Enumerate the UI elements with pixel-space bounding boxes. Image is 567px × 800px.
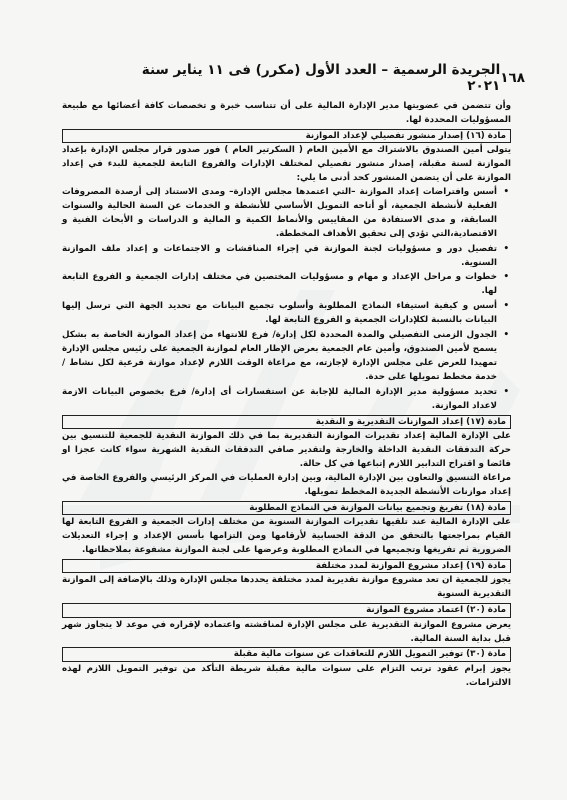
article-18-body: على الإدارة المالية عند تلقيها تقديرات الموازنة السنوية من مختلف إدارات الجمعية و الفروع التابعة لها القيام بمراجعتها بالتحقق من الدقة الحسابية لأرقامها ومن التزامها بأسس الإعداد و إجراء التعديلات الضرورية ثم تفريغها وتجميعها في النماذج المطلوبة وعرضها على لجنة الموازنة مشفوعة بملاحظاتها. — [62, 517, 511, 555]
article-19-title: مادة (١٩) إعداد مشروع الموازنة لمدد مختلفة — [62, 559, 511, 574]
article-17-paragraph: مراعاة التنسيق والتعاون بين الإدارة المالية، وبين إدارة العمليات في المركز الرئيسي والفروع الخاصة في إعداد موازنات الأنشطة الجديدة المخطط تمويلها. — [62, 472, 511, 497]
page-header — [112, 62, 525, 94]
article-30-body: يجوز إبرام عقود ترتب التزام على سنوات مالية مقبلة شريطة التأكد من توفير التمويل اللازم لهذه الالتزامات. — [62, 663, 511, 688]
article-17-paragraph: على الإدارة المالية إعداد تقديرات الموازنة التقديرية بما في ذلك الموازنة النقدية للجمعية للتنسيق بين حركة التدفقات النقدية الداخلة والخارجة ولتقدير صافي التدفقات النقدية الشهرية سواء كانت عجزا او فائضا و اقتراح التدابير اللازم إتباعها في كل حالة. — [62, 431, 511, 469]
article-18-title: مادة (١٨) تفريغ وتجميع بيانات الموازنة في النماذج المطلوبة — [62, 501, 511, 516]
list-item: • أسس وافتراضات إعداد الموازنة –التي اعتمدها مجلس الإدارة– ومدى الاستناد إلى أرصدة المصروفات الفعلية لأنشطة الجمعية، أو أتاحه التمويل الأساسي للأنشطة و الخدمات عن السنة الحالية والسنوات السابقة، و مدى الاستفادة من المقاييس والأنماط الكمية و المالية و الدراسات و الأبحاث الفنية و الاقتصادية،التي تؤدي إلى تحقيق الأهداف المخططة. — [62, 186, 497, 242]
page-number: ١٦٨ — [500, 70, 525, 86]
article-20-title: مادة (٢٠) اعتماد مشروع الموازنة — [62, 603, 511, 618]
article-17-title: مادة (١٧) إعداد الموازنات التقديرية و النقدية — [62, 415, 511, 430]
gazette-title: الجريدة الرسمية – العدد الأول (مكرر) فى ١١ يناير سنة ٢٠٢١ — [141, 62, 501, 94]
article-19-body: يجوز للجمعية ان تعد مشروع موازنة تقديرية لمدد مختلفة يحددها مجلس الإدارة وذلك بالإضافة إلى الموازنة التقديرية السنوية — [62, 575, 511, 600]
article-16-body: يتولى أمين الصندوق بالاشتراك مع الأمين العام ( السكرتير العام ) فور صدور قرار مجلس الإدارة بإعداد الموازنة لسنة مقبلة، إصدار منشور تفصيلي لمختلف الإدارات والفروع التابعة للجمعية للبدء في إعداد الموازنة على أن يتضمن المنشور كحد أدنى ما يلي: — [62, 145, 511, 184]
article-16-title: مادة (١٦) إصدار منشور تفصيلي لإعداد الموازنة — [62, 129, 511, 144]
article-30-title: مادة (٣٠) توفير التمويل اللازم للتعاقدات عن سنوات مالية مقبلة — [62, 647, 511, 662]
list-item: • خطوات و مراحل الإعداد و مهام و مسؤوليات المختصين في مختلف إدارات الجمعية و الفروع التابعة لها. — [62, 271, 497, 299]
article-16-list — [62, 186, 511, 414]
list-item: • تفصيل دور و مسؤوليات لجنة الموازنة في إجراء المناقشات و الاجتماعات و إعداد ملف الموازنة السنوية. — [62, 243, 497, 271]
intro-paragraph: وأن تتضمن في عضويتها مدير الإدارة المالية على أن تتناسب خبرة و تخصصات كافة أعضائها مع طبيعة المسؤوليات المحددة لها. — [62, 101, 511, 125]
document-body — [62, 100, 511, 691]
article-20-body: يعرض مشروع الموازنة التقديرية على مجلس الإدارة لمناقشته واعتماده لإقراره في موعد لا يتجاوز شهر قبل بداية السنة المالية. — [62, 619, 511, 644]
list-item: • تحديد مسؤولية مدير الإدارة المالية للإجابة عن استفسارات أى إدارة/ فرع بخصوص البيانات الازمة لاعداد الموازنة. — [62, 386, 497, 414]
list-item: • الجدول الزمنى التفصيلي والمدة المحددة لكل إدارة/ فرع للانتهاء من إعداد الموازنة الخاصة به بشكل يسمح لأمين الصندوق، وأمين عام الجمعية بعرض الإطار العام لموازنة الجمعية على رئيس مجلس الإدارة تمهيدا للعرض على مجلس الإدارة لإجازته، مع مراعاة الوقت اللازم لإعداد موازنة فرعية لكل نشاط / خدمة مخطط تمويلها على حدة. — [62, 329, 497, 385]
list-item: • أسس و كيفية استيفاء النماذج المطلوبة وأسلوب تجميع البيانات مع تحديد الجهة التي ترسل إليها البيانات بالنسبة لكلإدارات الجمعية و الفروع التابعة لها. — [62, 300, 497, 328]
